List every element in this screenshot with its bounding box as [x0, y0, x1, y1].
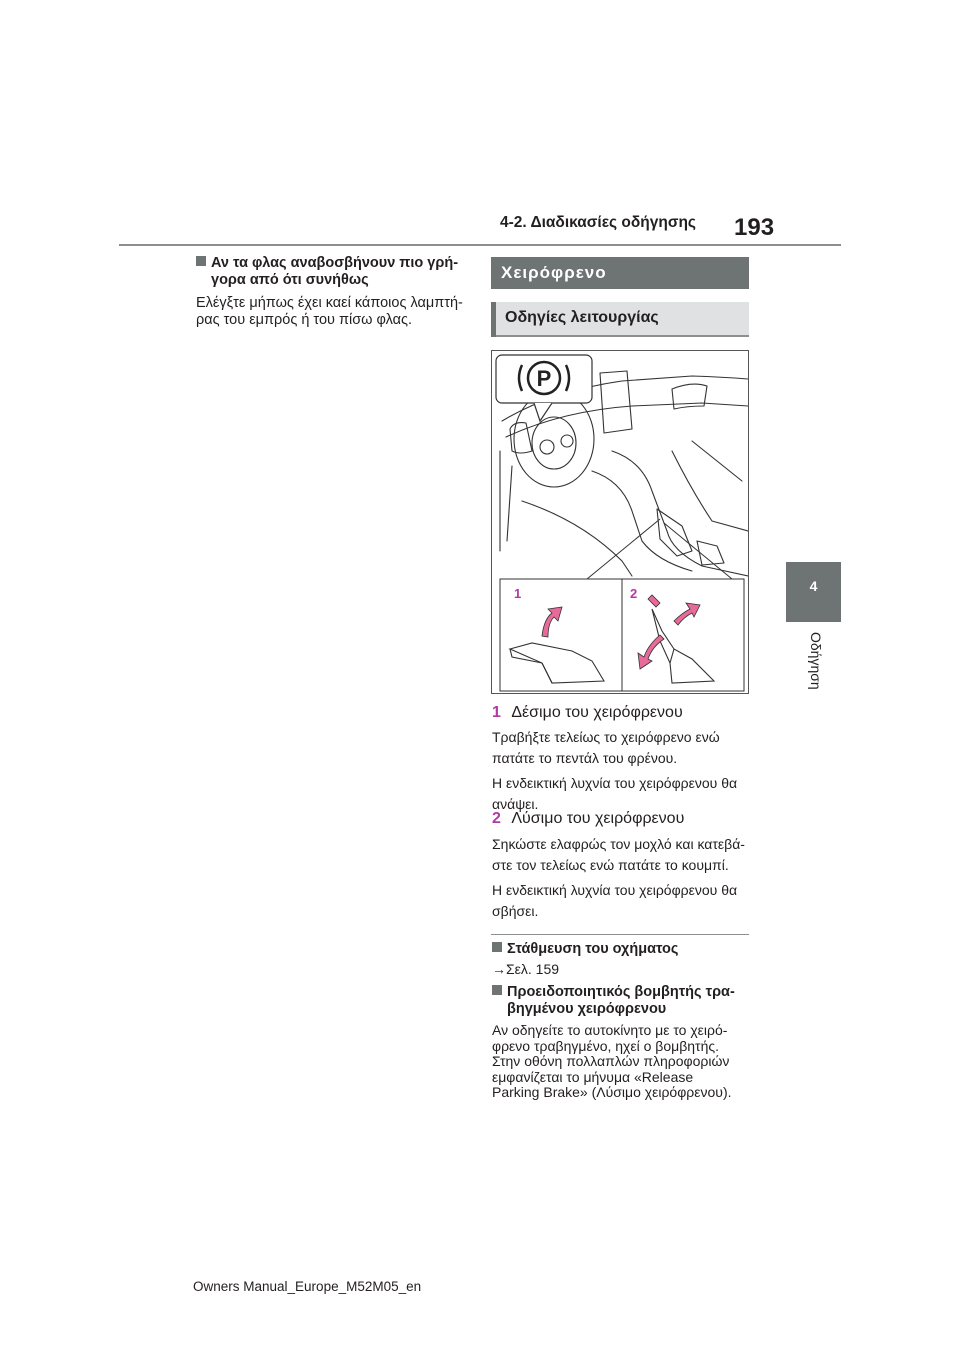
steering-wheel-icon	[514, 391, 594, 487]
header-divider	[119, 244, 841, 246]
step1-heading	[492, 704, 683, 722]
step1-line1: Τραβήξτε τελείως το χειρόφρενο ενώ	[492, 729, 720, 745]
callout-1: 1	[514, 586, 522, 601]
section-title: 4-2. Διαδικασίες οδήγησης	[500, 214, 696, 231]
steering-hub	[532, 417, 576, 469]
step2-title: Λύσιμο του χειρόφρενου	[511, 810, 685, 827]
left-text-line2: ρας του εμπρός ή του πίσω φλας.	[196, 312, 413, 328]
subsection-banner-bar	[491, 302, 496, 337]
left-subheading-line1: Αν τα φλας αναβοσβήνουν πιο γρή-	[211, 255, 459, 271]
left-subheading-line2: γορα από ότι συνήθως	[211, 272, 369, 288]
subsection-banner	[491, 302, 749, 337]
p-symbol: P	[536, 366, 552, 391]
floor-line	[522, 501, 632, 576]
left-paragraph	[196, 295, 471, 329]
callout-2: 2	[630, 586, 638, 601]
buzzer-heading-line2: βηγμένου χειρόφρενου	[507, 1001, 667, 1017]
section-banner	[491, 257, 749, 289]
step1-number: 1	[492, 704, 501, 721]
buzzer-paragraph	[492, 1023, 754, 1101]
step1-title: Δέσιμο του χειρόφρενου	[511, 704, 683, 721]
step2-heading	[492, 810, 684, 828]
buzzer-line1: Αν οδηγείτε το αυτοκίνητο με το χειρό-	[492, 1022, 728, 1038]
page-number: 193	[734, 214, 775, 241]
door-inner	[507, 466, 512, 541]
parking-subheading	[492, 941, 752, 958]
step1-body	[492, 727, 754, 815]
parking-brake-illustration	[491, 350, 749, 694]
buzzer-line2: φρενο τραβηγμένο, ηχεί ο βομβητής.	[492, 1037, 720, 1054]
buzzer-line4: εμφανίζεται το μήνυμα «Release	[492, 1068, 694, 1085]
subsection-banner-title: Οδηγίες λειτουργίας	[505, 309, 659, 326]
step1-line3: Η ενδεικτική λυχνία του χειρόφρενου θα	[492, 775, 738, 791]
passenger-seat	[692, 441, 742, 481]
parking-page-ref[interactable]: →Σελ. 159	[492, 961, 560, 977]
step2-number: 2	[492, 810, 501, 827]
buzzer-line3: Στην οθόνη πολλαπλών πληροφοριών	[492, 1053, 730, 1069]
step2-line3: Η ενδεικτική λυχνία του χειρόφρενου θα	[492, 882, 738, 898]
bullet-square-icon	[196, 256, 206, 266]
bullet-square-icon	[492, 942, 502, 952]
step1-line2: πατάτε το πεντάλ του φρένου.	[492, 750, 678, 766]
parking-lever-small	[657, 509, 692, 556]
step2-body	[492, 834, 754, 922]
air-vent-icon	[672, 384, 707, 409]
section-banner-title: Χειρόφρενο	[501, 263, 607, 282]
seat-line	[672, 451, 748, 531]
buzzer-line5: Parking Brake» (Λύσιμο χειρόφρενου).	[492, 1084, 732, 1100]
step2-line4: σβήσει.	[492, 903, 539, 919]
chapter-tab-number: 4	[809, 578, 818, 594]
buzzer-heading-line1: Προειδοποιητικός βομβητής τρα-	[507, 984, 735, 1000]
left-subheading	[196, 255, 466, 289]
step2-line2: στε τον τελείως ενώ πατάτε το κουμπί.	[492, 857, 729, 873]
chapter-tab-label-wrap	[796, 632, 832, 712]
parking-brake-svg	[492, 351, 748, 693]
section-divider	[491, 934, 749, 935]
buzzer-subheading	[492, 984, 752, 1018]
p-indicator-callout	[496, 355, 592, 421]
left-text-line1: Ελέγξτε μήπως έχει καεί κάποιος λαμπτή-	[196, 295, 463, 311]
step1-line4: ανάψει.	[492, 796, 539, 812]
parking-heading-text: Στάθμευση του οχήματος	[507, 941, 679, 957]
chapter-tab-label: Οδήγηση	[808, 632, 824, 690]
steering-button	[540, 440, 554, 454]
bullet-square-icon	[492, 985, 502, 995]
footer-text: Owners Manual_Europe_M52M05_en	[193, 1279, 422, 1294]
steering-button-2	[561, 435, 573, 447]
step2-line1: Σηκώστε ελαφρώς τον μοχλό και κατεβά-	[492, 836, 745, 852]
